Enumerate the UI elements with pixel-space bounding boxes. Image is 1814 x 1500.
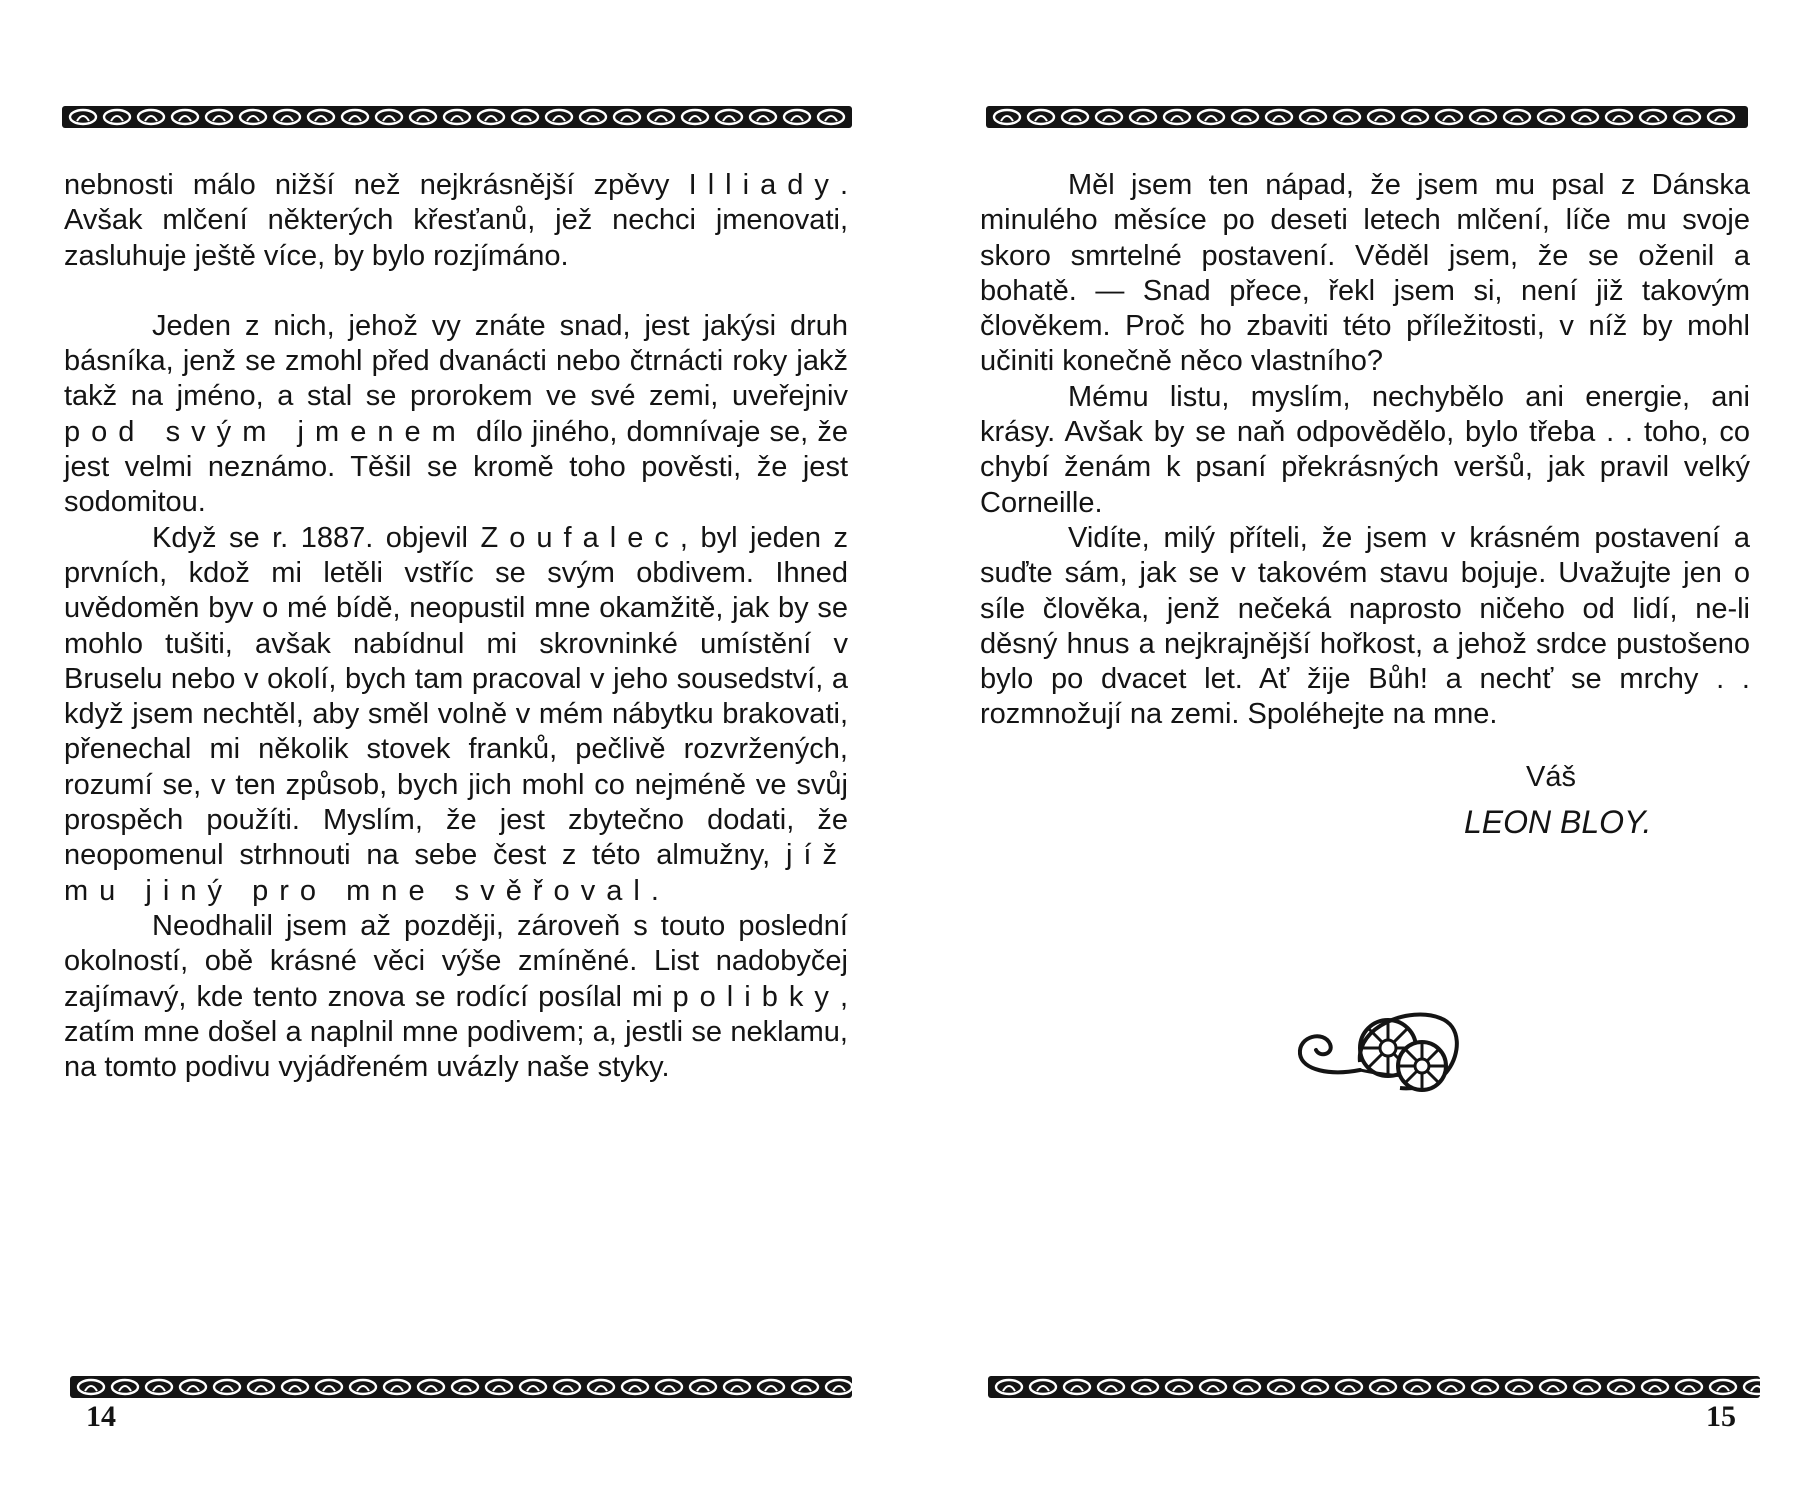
text-segment: nebnosti málo nižší než nejkrásnější zpěvy xyxy=(64,169,689,201)
spaced-emphasis: Illiady xyxy=(688,169,840,201)
braided-border-ornament xyxy=(986,104,1748,130)
left-page-text xyxy=(64,168,848,1085)
right-page-text xyxy=(980,168,1750,847)
floral-vignette-icon xyxy=(1290,1000,1480,1110)
top-ornamental-band-left xyxy=(62,104,852,130)
paragraph xyxy=(64,909,848,1085)
paragraph xyxy=(64,309,848,521)
spaced-emphasis: jíž mu jiný pro mne svěřoval xyxy=(64,839,848,907)
paragraph xyxy=(64,521,848,909)
braided-border-ornament xyxy=(988,1374,1760,1400)
page-number-right: 15 xyxy=(1706,1400,1736,1433)
paragraph xyxy=(980,380,1750,521)
paragraph xyxy=(64,168,848,274)
closing-salutation: Váš xyxy=(1526,760,1576,793)
text-segment: Jeden z nich, jehož vy znáte snad, jest jakýsi druh básníka, jenž se zmohl před dvanácti nebo čtrnácti roky jakž takž na jméno, a stal se prorokem ve své zemi, uveřejniv xyxy=(64,309,848,413)
text-segment: dílo jiného, domnívaje se, že jest velmi neznámo. Těšil se kromě toho pověsti, že jest sodomitou. xyxy=(64,415,848,519)
spaced-emphasis: Zoufalec xyxy=(480,521,680,554)
text-segment: . Avšak mlčení některých křesťanů, jež nechci jmenovati, zasluhuje ještě více, by bylo rozjímáno. xyxy=(64,169,848,272)
bottom-ornamental-band-left xyxy=(70,1374,852,1400)
signature: LEON BLOY. xyxy=(1464,803,1652,840)
braided-border-ornament xyxy=(70,1374,852,1400)
text-segment: Měl jsem ten nápad, že jsem mu psal z Dánska minulého měsíce po deseti letech mlčení, líče mu svoje skoro smrtelné postavení. Věděl jsem, že se oženil a bohatě. — Snad přece, řekl jsem si, není již takovým člověkem. Proč ho zbaviti této příležitosti, v níž by mohl učiniti konečně něco vlastního? xyxy=(980,169,1750,378)
letter-closing xyxy=(980,759,1750,847)
text-segment: Mému listu, myslím, nechybělo ani energie, ani krásy. Avšak by se naň odpovědělo, bylo třeba . . toho, co chybí ženám k psaní překrásných veršů, jak pravil velký Corneille. xyxy=(980,380,1750,519)
braided-border-ornament xyxy=(62,104,852,130)
paragraph xyxy=(980,168,1750,380)
bottom-ornamental-band-right xyxy=(988,1374,1760,1400)
text-segment: Když se r. 1887. objevil xyxy=(152,521,481,554)
spaced-emphasis: polibky xyxy=(672,980,840,1013)
top-ornamental-band-right xyxy=(986,104,1748,130)
text-segment: Vidíte, milý příteli, že jsem v krásném postavení a suďte sám, jak se v takovém stavu bojuje. Uvažujte jen o síle člověka, jenž nečeká naprosto ničeho od lidí, ne-li děsný hnus a nejkrajnější hořkost, a jehož srdce pustošeno bylo po dvacet let. Ať žije Bůh! a nechť se mrchy . . rozmnožují na zemi. Spoléhejte na mne. xyxy=(980,521,1750,731)
text-segment: , zatím mne došel a naplnil mne podivem; a, jestli se neklamu, na tomto podivu vyjádřeném uvázly naše styky. xyxy=(64,980,848,1084)
text-segment: , byl jeden z prvních, kdož mi letěli vstříc se svým obdivem. Ihned uvědoměn byv o mé bídě, neopustil mne okamžitě, jak by se mohlo tušiti, avšak nabídnul mi skrovninké umístění v Bruselu nebo v okolí, bych tam pracoval v jeho sousedství, a když jsem nechtěl, aby směl volně v mém nábytku brakovati, přenechal mi několik stovek franků, pečlivě rozvržených, rozumí se, v ten způsob, bych jich mohl co nejméně ve svůj prospěch použíti. Myslím, že jest zbytečno dodati, že neopomenul strhnouti na sebe čest z této almužny, xyxy=(64,521,848,872)
text-segment: . xyxy=(650,874,659,907)
spaced-emphasis: pod svým jmenem xyxy=(64,415,467,448)
page-number-left: 14 xyxy=(86,1400,116,1433)
text-segment: Neodhalil jsem až později, zároveň s touto poslední okolností, obě krásné věci výše zmíněné. List nadobyčej zajímavý, kde tento znova se rodící posílal mi xyxy=(64,909,848,1013)
paragraph xyxy=(980,521,1750,733)
